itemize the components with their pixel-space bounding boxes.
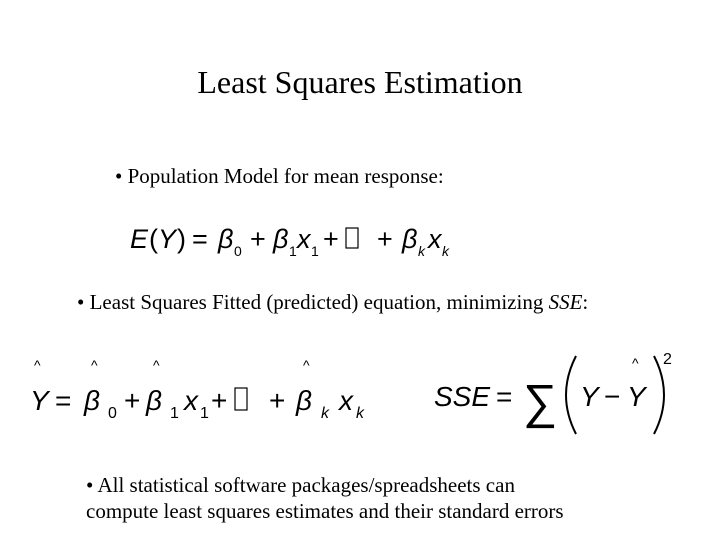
svg-text:x: x xyxy=(297,224,311,254)
bullet-fitted-text: • Least Squares Fitted (predicted) equation, minimizing xyxy=(77,290,549,314)
fitted-equation-svg xyxy=(30,352,390,432)
svg-text:β: β xyxy=(218,224,234,254)
svg-text:=: = xyxy=(55,385,72,416)
svg-text:E: E xyxy=(130,224,149,254)
svg-text:Y: Y xyxy=(158,224,177,254)
svg-text:Y: Y xyxy=(580,381,599,412)
svg-text:β: β xyxy=(402,224,418,254)
population-model-svg xyxy=(130,216,470,266)
svg-text:+: + xyxy=(269,385,286,416)
svg-text:SSE: SSE xyxy=(434,381,491,412)
svg-text:^: ^ xyxy=(303,357,310,373)
svg-text:+: + xyxy=(211,385,228,416)
svg-text:1: 1 xyxy=(170,405,179,422)
bullet-fitted-colon: : xyxy=(582,290,589,314)
svg-text:β: β xyxy=(84,385,100,416)
svg-text:=: = xyxy=(496,381,513,412)
svg-text:β: β xyxy=(146,385,162,416)
slide-title: Least Squares Estimation xyxy=(197,64,523,100)
svg-text:(: ( xyxy=(149,224,158,254)
svg-text:): ) xyxy=(177,224,186,254)
svg-text:2: 2 xyxy=(663,351,672,368)
svg-text:β: β xyxy=(296,385,312,416)
svg-text:k: k xyxy=(418,243,425,259)
svg-text:^: ^ xyxy=(632,355,639,371)
svg-text:+: + xyxy=(250,224,266,254)
svg-text:^: ^ xyxy=(153,357,160,373)
bullet-software-line1: • All statistical software packages/spreadsheets can xyxy=(86,473,515,497)
svg-text:0: 0 xyxy=(108,405,117,422)
svg-text:Y: Y xyxy=(30,385,49,416)
svg-text:k: k xyxy=(442,243,449,259)
svg-text:+: + xyxy=(124,385,141,416)
fitted-equation xyxy=(30,352,390,432)
sse-equation xyxy=(432,350,692,440)
svg-text:x: x xyxy=(339,385,353,416)
bullet-fitted-equation xyxy=(77,289,588,315)
bullet-software-line2: compute least squares estimates and their standard errors xyxy=(86,499,564,523)
svg-text:^: ^ xyxy=(91,357,98,373)
svg-text:Y: Y xyxy=(627,381,646,412)
bullet-software xyxy=(86,472,686,524)
svg-text:+: + xyxy=(377,224,393,254)
svg-text:=: = xyxy=(192,224,208,254)
svg-text:x: x xyxy=(184,385,198,416)
svg-text:β: β xyxy=(273,224,289,254)
svg-text:1: 1 xyxy=(200,405,209,422)
svg-text:k: k xyxy=(321,405,329,422)
sse-equation-svg xyxy=(432,350,692,440)
svg-text:+: + xyxy=(323,224,339,254)
svg-text:0: 0 xyxy=(234,243,242,259)
bullet-population-model: • Population Model for mean response: xyxy=(115,164,444,188)
svg-text:k: k xyxy=(356,405,364,422)
svg-text:x: x xyxy=(428,224,442,254)
svg-text:1: 1 xyxy=(311,243,319,259)
svg-text:−: − xyxy=(604,381,621,412)
svg-text:^: ^ xyxy=(34,357,41,373)
population-model-equation xyxy=(130,216,470,274)
bullet-fitted-sse: SSE xyxy=(548,290,583,314)
svg-text:1: 1 xyxy=(289,243,297,259)
svg-text:∑: ∑ xyxy=(523,376,558,429)
